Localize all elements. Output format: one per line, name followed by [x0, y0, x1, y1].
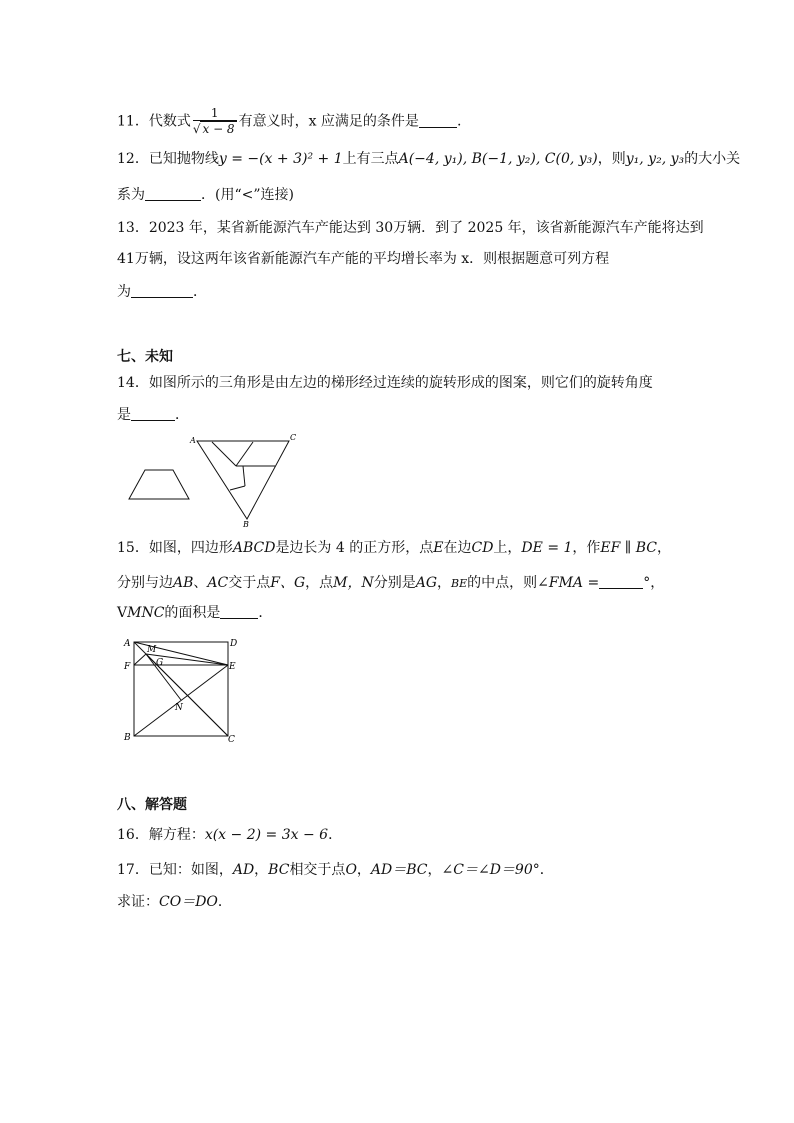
question-12-line-1: 12．已知抛物线y = −(x + 3)² + 1上有三点A(−4, y₁), B(−1, y₂), C(0, y₃)，则y₁, y₂, y₃的大小关	[117, 151, 741, 167]
question-17-line-1: 17．已知：如图，AD，BC相交于点O，AD＝BC，∠C＝∠D＝90°．	[117, 862, 554, 878]
inner-segment	[230, 486, 245, 490]
inner-segment	[243, 466, 245, 486]
answer-blank[interactable]	[220, 604, 258, 619]
inner-segment	[212, 442, 236, 466]
question-13-line-1: 13．2023 年，某省新能源汽车产能达到 30万辆．到了 2025 年，该省新能源汽车产能将达到	[117, 220, 704, 236]
question-17-line-2: 求证：CO＝DO．	[117, 894, 232, 910]
question-14-line-2: 是 ．	[117, 407, 189, 423]
question-13-line-2: 41万辆，设这两年该省新能源汽车产能的平均增长率为 x．则根据题意可列方程	[117, 251, 610, 267]
label-c: C	[228, 735, 235, 745]
answer-blank[interactable]	[131, 283, 193, 298]
section-title: 七、未知	[117, 349, 173, 365]
answer-blank[interactable]	[131, 406, 175, 421]
answer-blank[interactable]	[599, 574, 643, 589]
label-a: A	[190, 436, 196, 445]
label-m: M	[147, 645, 157, 655]
question-11: 11．代数式 $\frac{1}{√ x - 8}$ 有意义时，x 应满足的条件是 .	[117, 106, 462, 136]
question-15-line-2: 分别与边AB、AC交于点F、G，点M，N分别是AG，BE的中点，则∠FMA = °，	[117, 575, 665, 591]
question-12-line-2: 系为 ．(用“<”连接)	[117, 187, 294, 203]
label-e: E	[229, 662, 236, 672]
inner-segment	[236, 442, 253, 466]
label-c: C	[290, 433, 297, 442]
label-b: B	[243, 520, 249, 529]
question-15-line-1: 15．如图，四边形ABCD是边长为 4 的正方形，点E在边CD上，DE = 1，作EF ∥ BC，	[117, 540, 671, 556]
figure-square-abcd	[118, 633, 248, 745]
question-15-line-3: VMNC的面积是 ．	[117, 605, 273, 621]
answer-blank[interactable]	[419, 113, 457, 128]
trapezoid-shape	[129, 470, 189, 499]
label-f: F	[124, 662, 131, 672]
label-d: D	[230, 639, 238, 649]
figure-rotation-triangle	[118, 430, 308, 530]
section-title: 八、解答题	[117, 797, 187, 813]
label-n: N	[175, 703, 183, 713]
question-14-line-1: 14．如图所示的三角形是由左边的梯形经过连续的旋转形成的图案，则它们的旋转角度	[117, 375, 653, 391]
question-16: 16．解方程：x(x − 2) = 3x − 6．	[117, 827, 343, 843]
question-13-line-3: 为 ．	[117, 284, 207, 300]
label-b: B	[124, 733, 131, 743]
answer-blank[interactable]	[145, 186, 201, 201]
segment-mn	[146, 654, 181, 700]
label-a: A	[124, 639, 131, 649]
large-triangle	[197, 441, 289, 519]
segment-fm	[134, 654, 146, 665]
label-g: G	[156, 658, 164, 668]
fraction: $\frac{1}{√ x - 8}$	[192, 106, 235, 136]
segment-be	[134, 665, 228, 736]
